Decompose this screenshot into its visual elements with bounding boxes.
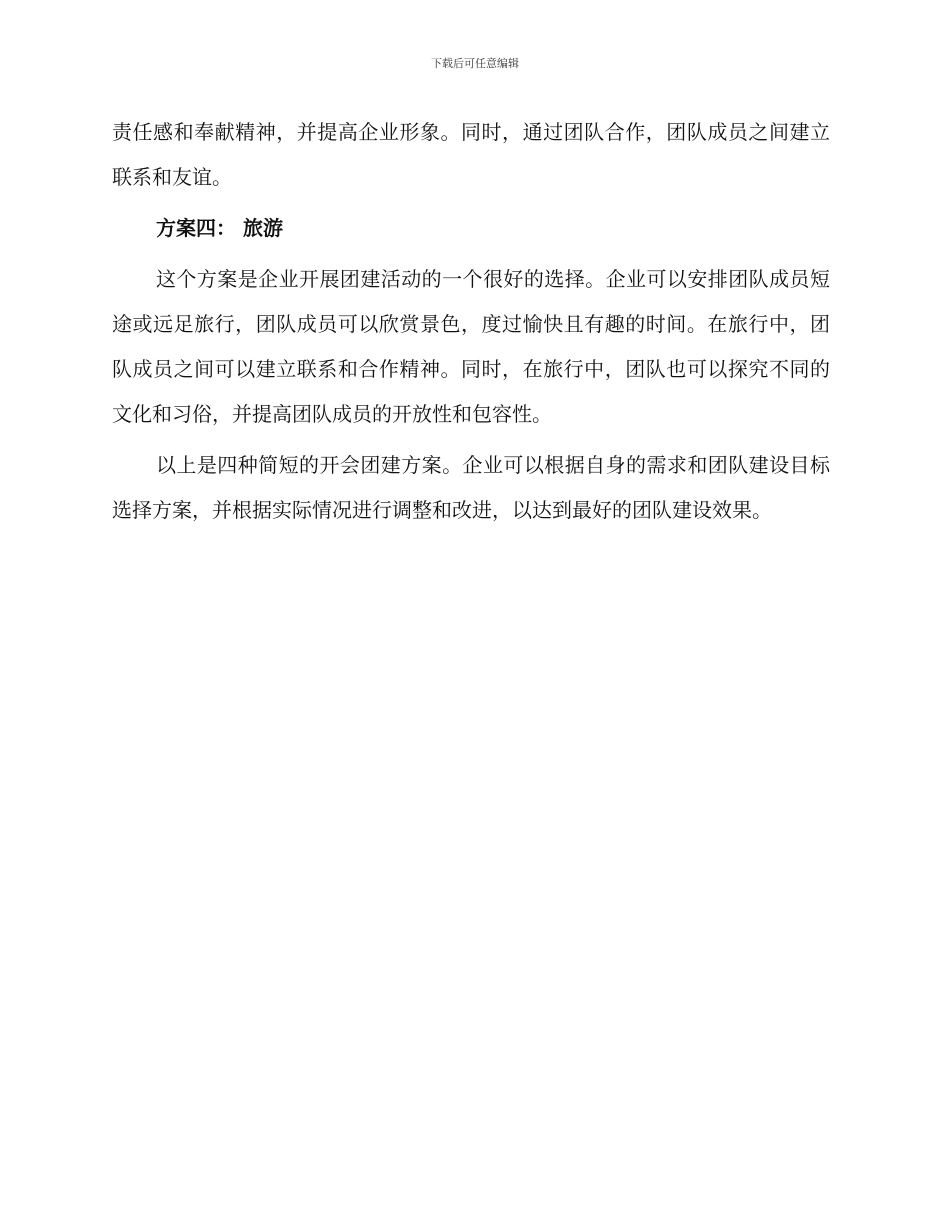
page-header: 下载后可任意编辑 [431,57,519,70]
paragraph-travel-plan: 这个方案是企业开展团建活动的一个很好的选择。企业可以安排团队成员短途或远足旅行，团队成员可以欣赏景色，度过愉快且有趣的时间。在旅行中，团队成员之间可以建立联系和合作精神。同时，在旅行中，团队也可以探究不同的文化和习俗，并提高团队成员的开放性和包容性。 [112,267,830,426]
section-heading-plan-four: 方案四： 旅游 [156,216,283,240]
document-body [112,110,830,533]
paragraph-continuation: 责任感和奉献精神，并提高企业形象。同时，通过团队合作，团队成员之间建立联系和友谊。 [112,120,830,189]
paragraph-conclusion: 以上是四种简短的开会团建方案。企业可以根据自身的需求和团队建设目标选择方案，并根据实际情况进行调整和改进，以达到最好的团队建设效果。 [112,453,830,522]
